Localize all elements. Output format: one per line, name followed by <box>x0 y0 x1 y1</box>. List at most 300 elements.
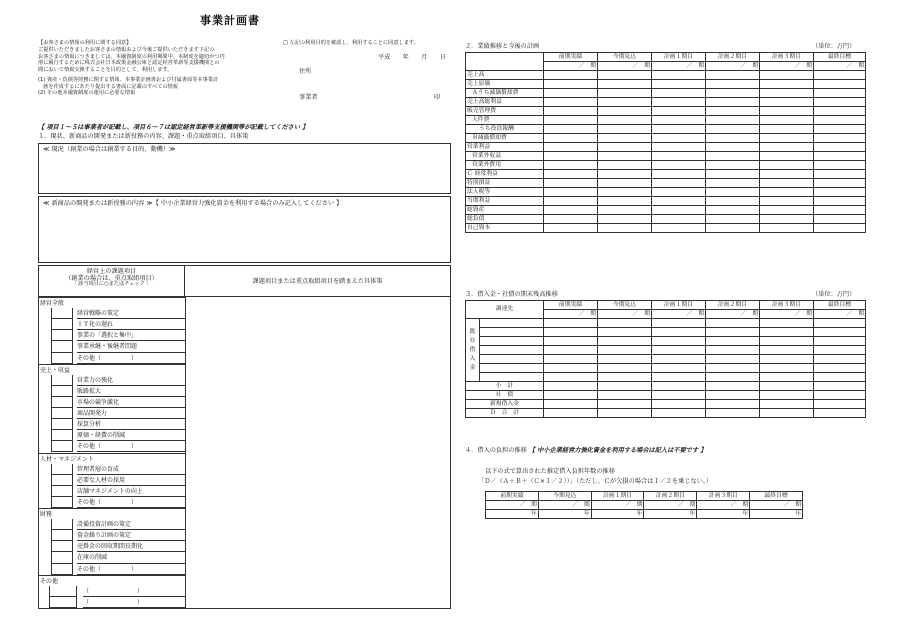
value-cell[interactable] <box>814 89 866 98</box>
value-cell[interactable] <box>814 125 866 134</box>
value-cell[interactable] <box>544 188 598 197</box>
value-cell[interactable] <box>652 373 706 382</box>
value-cell[interactable] <box>652 382 706 391</box>
value-cell[interactable] <box>652 98 706 107</box>
value-cell[interactable] <box>706 116 760 125</box>
value-cell[interactable] <box>544 355 598 364</box>
value-cell[interactable] <box>760 215 814 224</box>
value-cell[interactable] <box>706 152 760 161</box>
issue-checkbox[interactable] <box>51 519 73 530</box>
value-cell[interactable] <box>652 107 706 116</box>
value-cell[interactable] <box>652 400 706 409</box>
new-loan-row <box>466 400 866 409</box>
value-cell[interactable] <box>652 179 706 188</box>
issue-label: その他（ ） <box>77 353 185 364</box>
value-cell[interactable] <box>706 215 760 224</box>
issue-label: 売掛金の回収期間長期化 <box>77 541 185 552</box>
issue-item[interactable] <box>39 386 185 397</box>
issue-item[interactable] <box>39 530 185 541</box>
value-cell[interactable] <box>706 89 760 98</box>
performance-table <box>465 52 866 233</box>
value-cell[interactable] <box>706 197 760 206</box>
value-cell[interactable] <box>598 161 652 170</box>
value-cell[interactable] <box>652 89 706 98</box>
table-row <box>466 116 866 125</box>
value-cell[interactable] <box>814 400 866 409</box>
value-cell[interactable] <box>706 400 760 409</box>
value-cell[interactable] <box>544 197 598 206</box>
table-header-row <box>466 301 866 310</box>
issue-item[interactable] <box>39 397 185 408</box>
value-cell[interactable] <box>598 337 652 346</box>
value-cell[interactable] <box>652 170 706 179</box>
value-cell[interactable] <box>814 188 866 197</box>
value-cell[interactable] <box>544 391 598 400</box>
value-cell[interactable] <box>760 98 814 107</box>
date-field[interactable]: 平成 年 月 日 <box>377 53 446 61</box>
value-cell[interactable] <box>652 116 706 125</box>
value-cell[interactable] <box>706 98 760 107</box>
issue-label: 経営戦略の策定 <box>77 308 185 319</box>
value-cell[interactable] <box>544 71 598 80</box>
value-cell[interactable] <box>598 206 652 215</box>
value-cell[interactable] <box>814 206 866 215</box>
value-cell[interactable] <box>814 134 866 143</box>
value-cell[interactable] <box>598 152 652 161</box>
period-cell[interactable]: ／ 期 <box>814 310 866 319</box>
value-cell[interactable] <box>598 107 652 116</box>
value-cell[interactable] <box>598 400 652 409</box>
period-cell[interactable]: ／ 期 <box>544 310 598 319</box>
row-label: 法人税等 <box>466 188 544 197</box>
value-cell[interactable] <box>706 319 760 328</box>
period-cell[interactable]: ／ 期 <box>760 62 814 71</box>
issues-section <box>38 265 451 609</box>
period-cell[interactable]: ／ 期 <box>706 310 760 319</box>
issue-label: （ ） <box>83 597 185 608</box>
column-header: 計画３期目 <box>697 492 750 501</box>
issue-checkbox[interactable] <box>49 597 77 608</box>
value-cell[interactable] <box>706 161 760 170</box>
issue-item[interactable] <box>39 464 185 475</box>
issue-checkbox[interactable] <box>51 552 73 563</box>
period-cell[interactable]: ／ 期 <box>644 501 697 510</box>
value-cell[interactable] <box>598 328 652 337</box>
value-cell[interactable] <box>706 373 760 382</box>
value-cell[interactable] <box>598 188 652 197</box>
current-status-box[interactable] <box>38 143 451 194</box>
issue-item[interactable] <box>39 319 185 330</box>
value-cell[interactable] <box>544 328 598 337</box>
value-cell[interactable] <box>706 71 760 80</box>
period-cell[interactable]: ／ 期 <box>814 62 866 71</box>
value-cell[interactable] <box>652 143 706 152</box>
row-label: 自己資本 <box>466 224 544 233</box>
value-cell[interactable] <box>814 116 866 125</box>
subtotal-row <box>466 382 866 391</box>
issue-item[interactable] <box>39 419 185 430</box>
value-cell[interactable] <box>814 80 866 89</box>
value-cell[interactable] <box>814 143 866 152</box>
value-cell[interactable] <box>652 80 706 89</box>
value-cell[interactable] <box>760 107 814 116</box>
lender-cell[interactable] <box>480 364 544 373</box>
issue-item[interactable] <box>39 552 185 563</box>
value-cell[interactable] <box>652 152 706 161</box>
value-cell[interactable] <box>598 364 652 373</box>
years-cell[interactable]: 年 <box>486 510 539 519</box>
value-cell[interactable] <box>814 107 866 116</box>
value-cell[interactable] <box>652 197 706 206</box>
period-cell[interactable]: ／ 期 <box>652 310 706 319</box>
value-cell[interactable] <box>544 107 598 116</box>
lender-header: 調達先 <box>466 301 544 319</box>
issue-label: （ ） <box>83 586 185 597</box>
issue-label: 採算分析 <box>77 419 185 430</box>
column-header: 今期見込 <box>538 492 591 501</box>
value-cell[interactable] <box>760 161 814 170</box>
issue-checkbox[interactable] <box>51 564 73 575</box>
value-cell[interactable] <box>814 152 866 161</box>
issue-item[interactable] <box>39 497 185 508</box>
value-cell[interactable] <box>814 364 866 373</box>
value-cell[interactable] <box>706 328 760 337</box>
column-header: 計画３期目 <box>760 301 814 310</box>
row-label: 売上原価 <box>466 80 544 89</box>
value-cell[interactable] <box>706 143 760 152</box>
issue-item[interactable] <box>39 353 185 364</box>
issue-checkbox[interactable] <box>51 441 73 452</box>
value-cell[interactable] <box>544 400 598 409</box>
issue-label: 営業力の強化 <box>77 375 185 386</box>
value-cell[interactable] <box>760 337 814 346</box>
value-cell[interactable] <box>760 224 814 233</box>
years-cell[interactable]: 年 <box>538 510 591 519</box>
period-cell[interactable]: ／ 期 <box>598 62 652 71</box>
value-cell[interactable] <box>598 125 652 134</box>
value-cell[interactable] <box>760 409 814 418</box>
value-cell[interactable] <box>706 107 760 116</box>
issue-item[interactable] <box>39 586 185 597</box>
value-cell[interactable] <box>814 382 866 391</box>
value-cell[interactable] <box>814 215 866 224</box>
value-cell[interactable] <box>598 382 652 391</box>
value-cell[interactable] <box>706 80 760 89</box>
issue-checkbox[interactable] <box>51 330 73 341</box>
row-label: 営業外費用 <box>466 161 544 170</box>
value-cell[interactable] <box>814 346 866 355</box>
value-cell[interactable] <box>652 206 706 215</box>
consent-agreement <box>283 40 446 112</box>
value-cell[interactable] <box>706 188 760 197</box>
value-cell[interactable] <box>598 116 652 125</box>
value-cell[interactable] <box>706 134 760 143</box>
value-cell[interactable] <box>706 391 760 400</box>
value-cell[interactable] <box>706 346 760 355</box>
period-cell[interactable]: ／ 期 <box>591 501 644 510</box>
years-cell[interactable]: 年 <box>644 510 697 519</box>
value-cell[interactable] <box>760 364 814 373</box>
issue-item[interactable] <box>39 597 185 608</box>
value-cell[interactable] <box>760 346 814 355</box>
value-cell[interactable] <box>598 319 652 328</box>
value-cell[interactable] <box>706 170 760 179</box>
issue-checkbox[interactable] <box>51 430 73 441</box>
value-cell[interactable] <box>598 179 652 188</box>
value-cell[interactable] <box>598 391 652 400</box>
value-cell[interactable] <box>598 170 652 179</box>
value-cell[interactable] <box>598 80 652 89</box>
value-cell[interactable] <box>706 224 760 233</box>
value-cell[interactable] <box>598 71 652 80</box>
issue-item[interactable] <box>39 475 185 486</box>
value-cell[interactable] <box>814 98 866 107</box>
value-cell[interactable] <box>706 382 760 391</box>
issue-checkbox[interactable] <box>51 541 73 552</box>
value-cell[interactable] <box>814 355 866 364</box>
value-cell[interactable] <box>544 215 598 224</box>
value-cell[interactable] <box>814 337 866 346</box>
value-cell[interactable] <box>598 373 652 382</box>
value-cell[interactable] <box>814 161 866 170</box>
period-cell[interactable]: ／ 期 <box>598 310 652 319</box>
value-cell[interactable] <box>706 355 760 364</box>
value-cell[interactable] <box>814 319 866 328</box>
period-cell[interactable]: ／ 期 <box>652 62 706 71</box>
value-cell[interactable] <box>598 89 652 98</box>
value-cell[interactable] <box>814 71 866 80</box>
value-cell[interactable] <box>760 188 814 197</box>
value-cell[interactable] <box>544 170 598 179</box>
issue-label: 商品開発力 <box>77 408 185 419</box>
value-cell[interactable] <box>544 346 598 355</box>
value-cell[interactable] <box>544 152 598 161</box>
value-cell[interactable] <box>544 319 598 328</box>
lender-cell[interactable] <box>480 328 544 337</box>
value-cell[interactable] <box>544 382 598 391</box>
period-cell[interactable]: ／ 期 <box>750 501 803 510</box>
value-cell[interactable] <box>706 179 760 188</box>
table-row <box>466 152 866 161</box>
value-cell[interactable] <box>814 197 866 206</box>
measures-area[interactable] <box>185 297 450 608</box>
column-header: 今期見込 <box>598 301 652 310</box>
issue-item[interactable] <box>39 408 185 419</box>
value-cell[interactable] <box>652 364 706 373</box>
years-cell[interactable]: 年 <box>591 510 644 519</box>
value-cell[interactable] <box>706 409 760 418</box>
value-cell[interactable] <box>598 224 652 233</box>
lender-cell[interactable] <box>480 346 544 355</box>
value-cell[interactable] <box>706 125 760 134</box>
new-product-label: ≪ 新商品の開発または新役務の内容 ≫【 中小企業経営力強化資金を利用する場合のみ記入してください 】 <box>43 200 343 207</box>
value-cell[interactable] <box>652 125 706 134</box>
privacy-item: (2) その他本融資制度の運用に必要な情報 <box>38 90 136 97</box>
value-cell[interactable] <box>814 224 866 233</box>
value-cell[interactable] <box>652 328 706 337</box>
value-cell[interactable] <box>544 409 598 418</box>
privacy-heading: 【お客さまの情報の利用に関する同意】 <box>38 40 132 46</box>
issue-item[interactable] <box>39 341 185 352</box>
value-cell[interactable] <box>760 197 814 206</box>
new-product-box[interactable] <box>38 196 451 263</box>
value-cell[interactable] <box>760 382 814 391</box>
value-cell[interactable] <box>544 364 598 373</box>
issue-checkbox[interactable] <box>51 319 73 330</box>
issue-checkbox[interactable] <box>51 497 73 508</box>
issue-item[interactable] <box>39 486 185 497</box>
issue-checkbox[interactable] <box>49 586 77 597</box>
value-cell[interactable] <box>652 188 706 197</box>
issue-checkbox[interactable] <box>51 486 73 497</box>
value-cell[interactable] <box>544 143 598 152</box>
column-header: 最終目標 <box>814 53 866 62</box>
value-cell[interactable] <box>760 206 814 215</box>
value-cell[interactable] <box>598 134 652 143</box>
issue-item[interactable] <box>39 308 185 319</box>
value-cell[interactable] <box>598 215 652 224</box>
value-cell[interactable] <box>544 134 598 143</box>
issue-checkbox[interactable] <box>51 386 73 397</box>
issues-head-3: 〔 該当項目に○またはチェック 〕 <box>71 281 152 288</box>
value-cell[interactable] <box>598 197 652 206</box>
issue-checkbox[interactable] <box>51 397 73 408</box>
period-cell[interactable]: ／ 期 <box>760 310 814 319</box>
period-cell[interactable]: ／ 期 <box>706 62 760 71</box>
value-cell[interactable] <box>544 125 598 134</box>
lender-cell[interactable] <box>480 337 544 346</box>
value-cell[interactable] <box>760 373 814 382</box>
row-label: 新規借入金 <box>466 400 544 409</box>
issue-item[interactable] <box>39 375 185 386</box>
value-cell[interactable] <box>652 224 706 233</box>
table-row <box>466 80 866 89</box>
value-cell[interactable] <box>814 373 866 382</box>
value-cell[interactable] <box>814 179 866 188</box>
value-cell[interactable] <box>652 71 706 80</box>
current-status-label: ≪ 現況（創業の場合は創業する目的、動機）≫ <box>43 146 176 153</box>
value-cell[interactable] <box>544 224 598 233</box>
issue-checkbox[interactable] <box>51 464 73 475</box>
value-cell[interactable] <box>544 80 598 89</box>
value-cell[interactable] <box>544 116 598 125</box>
issue-item[interactable] <box>39 441 185 452</box>
value-cell[interactable] <box>652 391 706 400</box>
value-cell[interactable] <box>760 179 814 188</box>
value-cell[interactable] <box>814 391 866 400</box>
value-cell[interactable] <box>814 170 866 179</box>
table-row <box>466 89 866 98</box>
value-cell[interactable] <box>598 355 652 364</box>
period-cell[interactable]: ／ 期 <box>486 501 539 510</box>
years-cell[interactable]: 年 <box>750 510 803 519</box>
value-cell[interactable] <box>760 134 814 143</box>
issue-category-label: 売上・収益 <box>40 366 71 374</box>
value-cell[interactable] <box>652 319 706 328</box>
value-cell[interactable] <box>544 89 598 98</box>
value-cell[interactable] <box>652 346 706 355</box>
value-cell[interactable] <box>544 98 598 107</box>
value-cell[interactable] <box>544 161 598 170</box>
value-cell[interactable] <box>760 152 814 161</box>
issue-label: 事業承継・後継者問題 <box>77 341 185 352</box>
table-row <box>466 125 866 134</box>
value-cell[interactable] <box>544 179 598 188</box>
agree-checkbox[interactable]: □ <box>283 40 288 46</box>
value-cell[interactable] <box>760 125 814 134</box>
value-cell[interactable] <box>814 409 866 418</box>
issue-checkbox[interactable] <box>51 308 73 319</box>
issue-checkbox[interactable] <box>51 408 73 419</box>
lender-cell[interactable] <box>480 373 544 382</box>
column-header: 計画１期目 <box>591 492 644 501</box>
value-cell[interactable] <box>598 409 652 418</box>
value-cell[interactable] <box>544 206 598 215</box>
value-cell[interactable] <box>760 89 814 98</box>
table-row <box>466 107 866 116</box>
value-cell[interactable] <box>760 319 814 328</box>
value-cell[interactable] <box>652 134 706 143</box>
value-cell[interactable] <box>760 391 814 400</box>
value-cell[interactable] <box>652 337 706 346</box>
period-cell[interactable]: ／ 期 <box>538 501 591 510</box>
row-label: Ａうち減価償却費 <box>466 89 544 98</box>
issue-item[interactable] <box>39 330 185 341</box>
issue-item[interactable] <box>39 541 185 552</box>
issue-checkbox[interactable] <box>51 475 73 486</box>
lender-cell[interactable] <box>480 355 544 364</box>
table-row <box>466 224 866 233</box>
issue-item[interactable] <box>39 430 185 441</box>
issue-checkbox[interactable] <box>51 419 73 430</box>
value-cell[interactable] <box>760 80 814 89</box>
issue-label: 管理者層の育成 <box>77 464 185 475</box>
value-cell[interactable] <box>760 400 814 409</box>
value-cell[interactable] <box>652 409 706 418</box>
issue-checkbox[interactable] <box>51 530 73 541</box>
value-cell[interactable] <box>544 337 598 346</box>
issue-checkbox[interactable] <box>51 341 73 352</box>
value-cell[interactable] <box>706 206 760 215</box>
issue-checkbox[interactable] <box>51 353 73 364</box>
value-cell[interactable] <box>706 364 760 373</box>
period-cell[interactable]: ／ 期 <box>697 501 750 510</box>
value-cell[interactable] <box>760 355 814 364</box>
value-cell[interactable] <box>760 71 814 80</box>
years-cell[interactable]: 年 <box>697 510 750 519</box>
value-cell[interactable] <box>760 170 814 179</box>
value-cell[interactable] <box>652 161 706 170</box>
lender-cell[interactable] <box>480 319 544 328</box>
value-cell[interactable] <box>814 328 866 337</box>
period-cell[interactable]: ／ 期 <box>544 62 598 71</box>
issue-label: ＩＴ化の遅れ <box>77 319 185 330</box>
issue-item[interactable] <box>39 564 185 575</box>
value-cell[interactable] <box>598 346 652 355</box>
row-label: 売上高総利益 <box>466 98 544 107</box>
value-cell[interactable] <box>760 328 814 337</box>
value-cell[interactable] <box>598 98 652 107</box>
issue-item[interactable] <box>39 519 185 530</box>
value-cell[interactable] <box>544 373 598 382</box>
value-cell[interactable] <box>760 143 814 152</box>
value-cell[interactable] <box>652 215 706 224</box>
value-cell[interactable] <box>760 116 814 125</box>
value-cell[interactable] <box>706 337 760 346</box>
value-cell[interactable] <box>652 355 706 364</box>
issue-checkbox[interactable] <box>51 375 73 386</box>
value-cell[interactable] <box>598 143 652 152</box>
